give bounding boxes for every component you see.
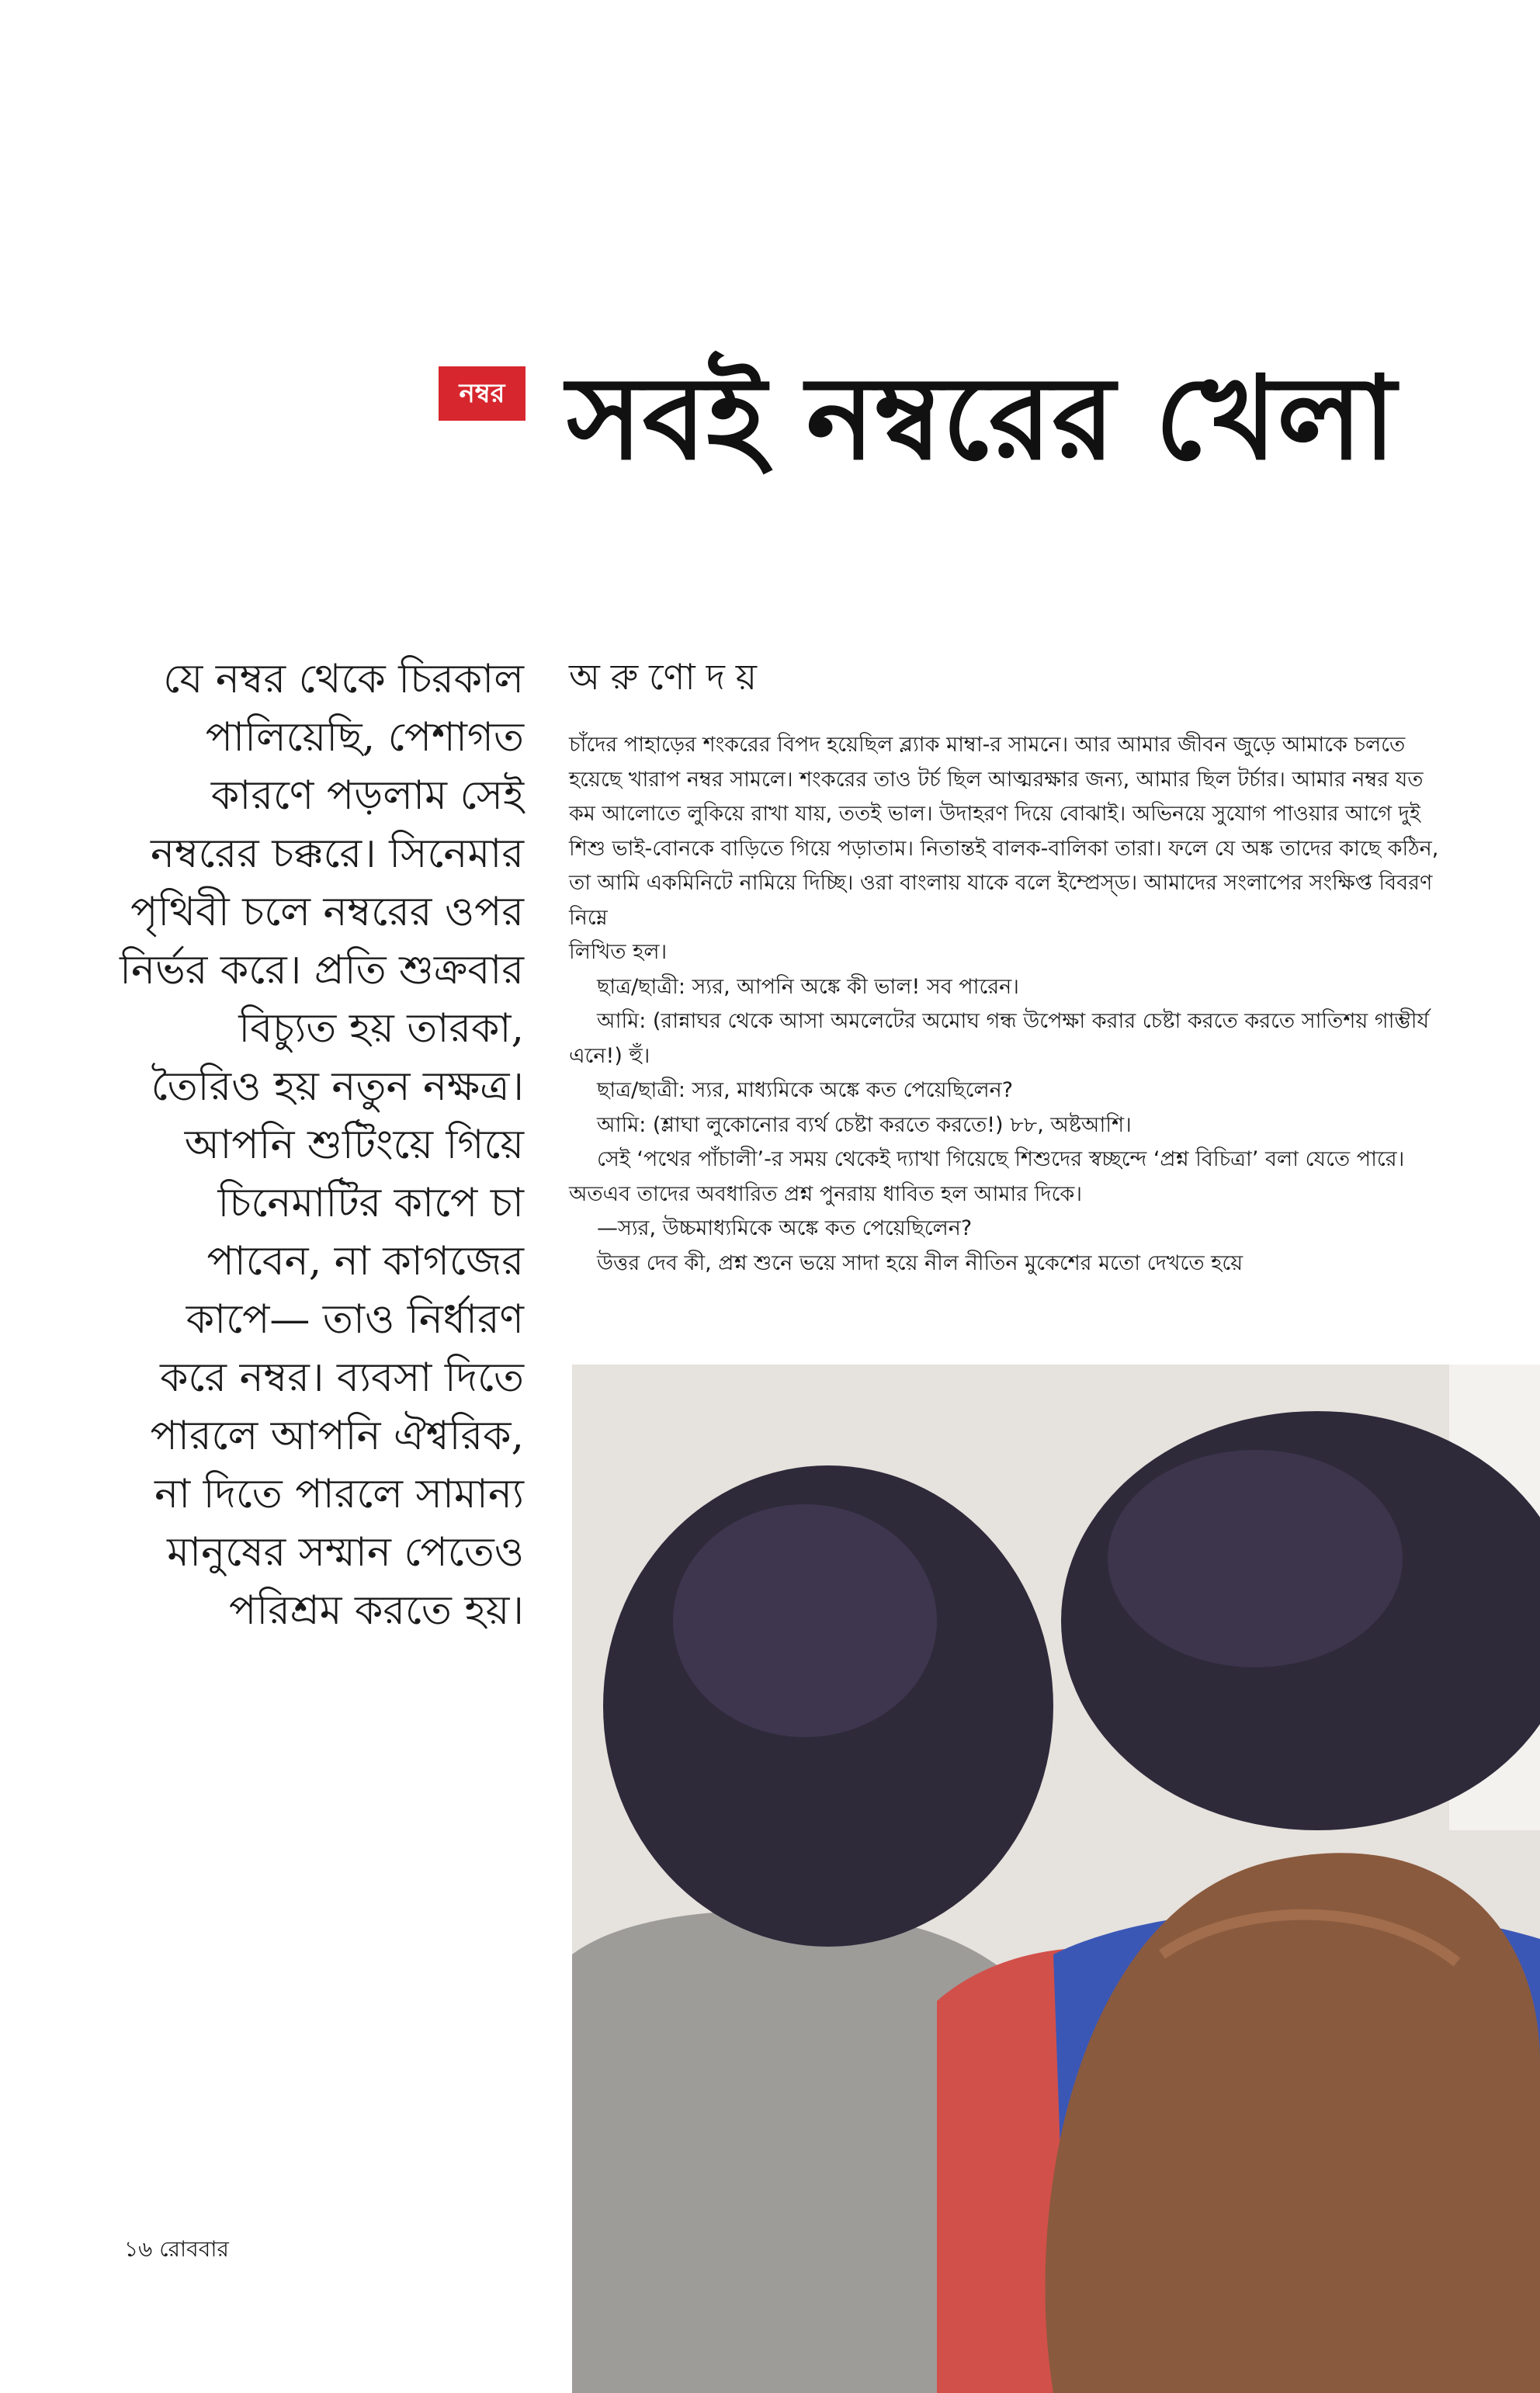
body-paragraph: আমি: (রান্নাঘর থেকে আসা অমলেটের অমোঘ গন্ধ উপেক্ষা করার চেষ্টা করতে করতে সাতিশয় গাম্ভীর্য এনে!) হুঁ। (569, 1009, 1430, 1068)
body-paragraph: ছাত্র/ছাত্রী: স্যর, মাধ্যমিকে অঙ্কে কত পেয়েছিলেন? (597, 1078, 1014, 1102)
photo-illustration (572, 1365, 1540, 2393)
headline: সবই নম্বরের খেলা (567, 350, 1396, 485)
body-paragraph: —স্যর, উচ্চমাধ্যমিকে অঙ্কে কত পেয়েছিলেন? (597, 1216, 973, 1240)
author-byline: অরুণোদয় (569, 656, 768, 698)
body-paragraph: উত্তর দেব কী, প্রশ্ন শুনে ভয়ে সাদা হয়ে নীল নীতিন মুকেশের মতো দেখতে হয়ে (597, 1250, 1243, 1275)
body-paragraph: চাঁদের পাহাড়ের শংকরের বিপদ হয়েছিল ব্ল্যাক মাম্বা-র সামনে। আর আমার জীবন জুড়ে আমাকে চলতে হয়েছে খারাপ নম্বর সামলে। শংকরের তাও টর্চ ছিল আত্মরক্ষার জন্য, আমার ছিল টর্চার। আমার নম্বর যত কম আলোতে লুকিয়ে রাখা যায়, ততই ভাল। উদাহরণ দিয়ে বোঝাই। অভিনয়ে সুযোগ পাওয়ার আগে দুই শিশু ভাই-বোনকে বাড়িতে গিয়ে পড়াতাম। নিতান্তই বালক-বালিকা তারা। ফলে যে অঙ্ক তাদের কাছে কঠিন, তা আমি একমিনিটে নামিয়ে দিচ্ছি। ওরা বাংলায় যাকে বলে ইম্প্রেস্‌ড। আমাদের সংলাপের সংক্ষিপ্ত বিবরণ নিম্নে (569, 733, 1439, 930)
body-paragraph: ছাত্র/ছাত্রী: স্যর, আপনি অঙ্কে কী ভাল! সব পারেন। (597, 974, 1019, 999)
page-folio: ১৬ রোববার (124, 2236, 229, 2262)
article-photo (572, 1365, 1540, 2393)
article-body (569, 728, 1446, 1281)
body-paragraph: সেই ‘পথের পাঁচালী’-র সময় থেকেই দ্যাখা গিয়েছে শিশুদের স্বচ্ছন্দে ‘প্রশ্ন বিচিত্রা’ বলা যেতে পারে। অতএব তাদের অবধারিত প্রশ্ন পুনরায় ধাবিত হল আমার দিকে। (569, 1147, 1405, 1206)
section-tag: নম্বর (439, 366, 525, 421)
pull-quote: যে নম্বর থেকে চিরকাল পালিয়েছি, পেশাগত কারণে পড়লাম সেই নম্বরের চক্করে। সিনেমার পৃথিবী চলে নম্বরের ওপর নির্ভর করে। প্রতি শুক্রবার বিচ্যুত হয় তারকা, তৈরিও হয় নতুন নক্ষত্র। আপনি শুটিংয়ে গিয়ে চিনেমাটির কাপে চা পাবেন, না কাগজের কাপে— তাও নির্ধারণ করে নম্বর। ব্যবসা দিতে পারলে আপনি ঐশ্বরিক, না দিতে পারলে সামান্য মানুষের সম্মান পেতেও পরিশ্রম করতে হয়। (120, 656, 524, 1634)
body-paragraph: লিখিত হল। (569, 940, 668, 964)
photo-person-left-hair-highlight (673, 1504, 937, 1737)
photo-person-right-hair-highlight (1108, 1450, 1403, 1667)
body-paragraph: আমি: (শ্লাঘা লুকোনোর ব্যর্থ চেষ্টা করতে করতে!) ৮৮, অষ্টআশি। (597, 1112, 1132, 1137)
